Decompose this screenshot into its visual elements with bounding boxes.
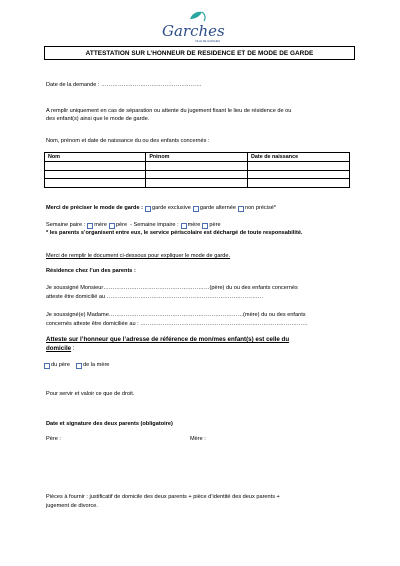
table-cell[interactable] [45, 170, 146, 179]
column-header-date-naissance: Date de naissance [248, 153, 350, 162]
garde-alternee-label: garde alternée [199, 205, 236, 211]
table-row [45, 162, 350, 171]
date-demande-field[interactable]: Date de la demande : ……………………………………………… [46, 82, 202, 88]
table-cell[interactable] [248, 162, 350, 171]
pieces-line2: jugement de divorce. [46, 503, 98, 509]
children-names-label: Nom, prénom et date de naissance du ou des enfants concernés : [46, 138, 210, 144]
impaire-pere-label: père [209, 222, 221, 228]
paire-mere-checkbox[interactable] [87, 223, 93, 229]
mode-garde-label: Merci de préciser le mode de garde : [46, 205, 143, 211]
table-cell[interactable] [45, 179, 146, 188]
impaire-mere-checkbox[interactable] [181, 223, 187, 229]
logo-tagline: VILLE DE GARCHES [195, 40, 220, 43]
paire-pere-label: père [115, 222, 128, 228]
atteste-line2 [46, 345, 75, 352]
mere-signature-label[interactable]: Mère : [190, 436, 206, 442]
document-title: ATTESTATION SUR L’HONNEUR DE RESIDENCE ET DE MODE DE GARDE [44, 46, 355, 60]
intro-text-line1: A remplir uniquement en cas de séparation ou attente du jugement fixant le lieu de résidence de ou [46, 108, 292, 114]
table-row [45, 170, 350, 179]
monsieur-line2[interactable]: atteste être domicilié au ………………………………………………………………………… [46, 294, 264, 300]
atteste-line1: Atteste sur l’honneur que l’adresse de référence de mon/mes enfant(s) est celle du [46, 336, 290, 343]
garde-alternee-checkbox[interactable] [193, 206, 199, 212]
pour-servir-text: Pour servir et valoir ce que de droit. [46, 391, 135, 397]
paire-pere-checkbox[interactable] [109, 223, 115, 229]
children-table [44, 152, 350, 188]
domicile-choice-row [44, 362, 109, 369]
domicile-mere-checkbox[interactable] [76, 363, 82, 369]
pere-signature-label[interactable]: Père : [46, 436, 61, 442]
pieces-line1: Pièces à fournir : justificatif de domicile des deux parents + pièce d’identité des deux parents + [46, 494, 280, 500]
paire-mere-label: mère [94, 222, 107, 228]
semaine-impaire-label: - Semaine impaire : [130, 222, 179, 228]
table-cell[interactable] [248, 179, 350, 188]
garches-logo [150, 10, 246, 44]
mode-garde-row [46, 205, 276, 212]
logo-wordmark: Garches [162, 22, 225, 40]
table-cell[interactable] [146, 179, 248, 188]
table-cell[interactable] [146, 170, 248, 179]
impaire-pere-checkbox[interactable] [202, 223, 208, 229]
madame-line1[interactable]: Je soussigné(e) Madame………………………………………………………………(mère) du ou des enfants [46, 312, 306, 318]
column-header-nom: Nom [45, 153, 146, 162]
residence-heading: Résidence chez l’un des parents : [46, 268, 136, 274]
table-cell[interactable] [45, 162, 146, 171]
column-header-prenom: Prénom [146, 153, 248, 162]
non-precise-label: non précisé* [244, 205, 277, 211]
footnote: * les parents s’organisent entre eux, le service périscolaire est déchargé de toute responsabilité. [46, 230, 303, 236]
table-cell[interactable] [146, 162, 248, 171]
garde-exclusive-checkbox[interactable] [145, 206, 151, 212]
atteste-domicile-word: domicile [46, 345, 72, 352]
intro-text-line2: des enfant(s) ainsi que le mode de garde. [46, 116, 150, 122]
garde-exclusive-label: garde exclusive [152, 205, 191, 211]
table-header-row [45, 153, 350, 162]
non-precise-checkbox[interactable] [238, 206, 244, 212]
madame-line2[interactable]: concernés atteste être domiciliée au : ……………………………………………………………………………… [46, 321, 309, 327]
fill-below-instruction: Merci de remplir le document ci-dessous pour expliquer le mode de garde. [46, 253, 231, 259]
domicile-pere-checkbox[interactable] [44, 363, 50, 369]
table-row [45, 179, 350, 188]
table-cell[interactable] [248, 170, 350, 179]
signature-heading: Date et signature des deux parents (obligatoire) [46, 421, 173, 427]
domicile-mere-label: de la mère [82, 362, 110, 368]
semaine-paire-label: Semaine paire : [46, 222, 86, 228]
atteste-colon: : [71, 345, 75, 352]
monsieur-line1[interactable]: Je soussigné Monsieur…………………………………………………(père) du ou des enfants concernés [46, 285, 298, 291]
semaine-row [46, 222, 221, 229]
impaire-mere-label: mère [187, 222, 201, 228]
domicile-pere-label: du père [51, 362, 70, 368]
